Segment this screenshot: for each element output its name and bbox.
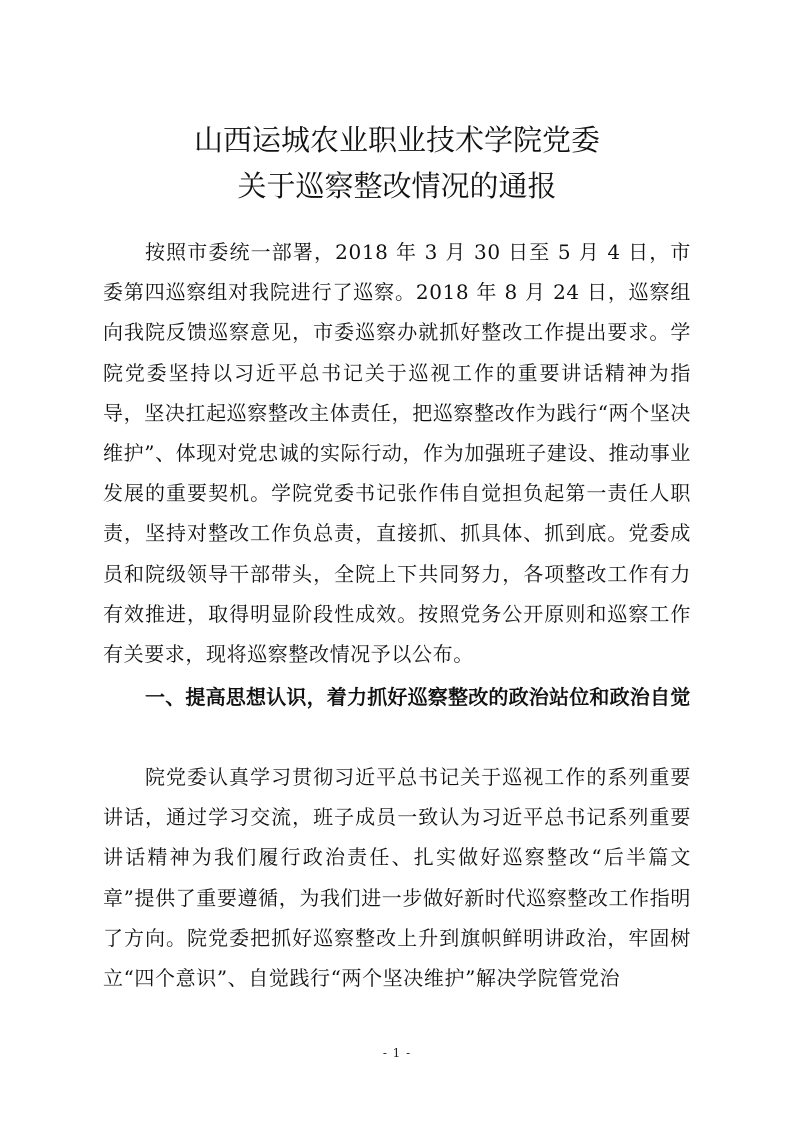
body-paragraph-2: [103, 757, 691, 998]
body-paragraph-1: [103, 232, 691, 674]
page-number: - 1 -: [382, 1046, 412, 1060]
paragraph-text: 院党委认真学习贯彻习近平总书记关于巡视工作的系列重要讲话，通过学习交流，班子成员一致认为习近平总书记系列重要讲话精神为我们履行政治责任、扎实做好巡察整改“后半篇文章”提供了重要遵循，为我们进一步做好新时代巡察整改工作指明了方向。院党委把抓好巡察整改上升到旗帜鲜明讲政治，牢固树立“四个意识”、自觉践行“两个坚决维护”解决学院管党治: [103, 765, 691, 991]
section-heading-text: 一、提高思想认识，着力抓好巡察整改的政治站位和政治自觉: [145, 685, 691, 709]
section-heading-1: [103, 677, 691, 717]
document-title-line-1: 山西运城农业职业技术学院党委: [193, 123, 600, 157]
paragraph-text: 按照市委统一部署，2018 年 3 月 30 日至 5 月 4 日，市委第四巡察组对我院进行了巡察。2018 年 8 月 24 日，巡察组向我院反馈巡察意见，市委巡察办就抓好整改工作提出要求。学院党委坚持以习近平总书记关于巡视工作的重要讲话精神为指导，坚决扛起巡察整改主体责任，把巡察整改作为践行“两个坚决维护”、体现对党忠诚的实际行动，作为加强班子建设、推动事业发展的重要契机。学院党委书记张作伟自觉担负起第一责任人职责，坚持对整改工作负总责，直接抓、抓具体、抓到底。党委成员和院级领导干部带头，全院上下共同努力，各项整改工作有力有效推进，取得明显阶段性成效。按照党务公开原则和巡察工作有关要求，现将巡察整改情况予以公布。: [103, 240, 691, 667]
document-title-line-2: 关于巡察整改情况的通报: [237, 169, 557, 203]
